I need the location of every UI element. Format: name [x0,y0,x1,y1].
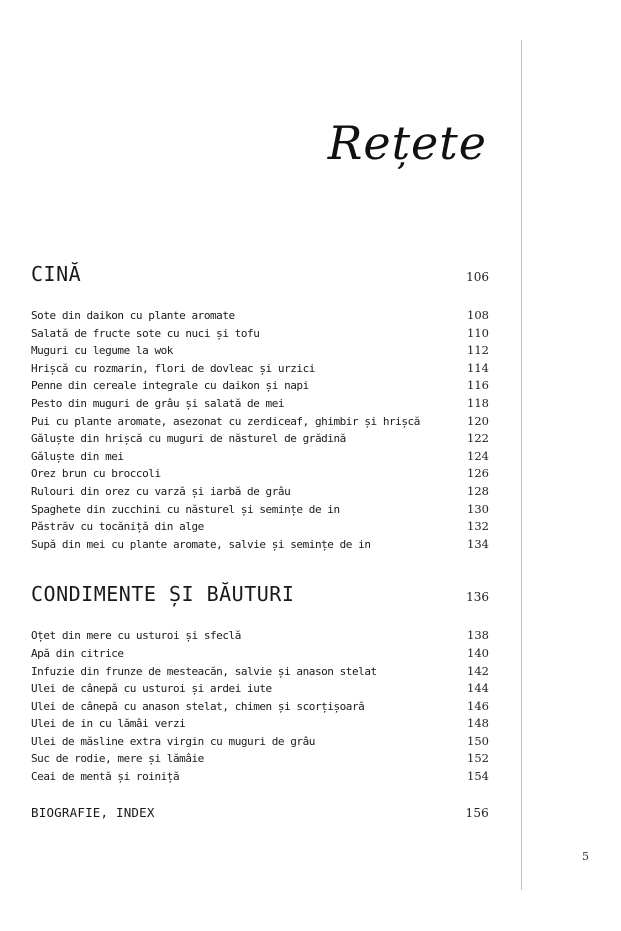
entry-name: Rulouri din orez cu varză și iarbă de grâu [31,484,291,498]
final-entry-name: BIOGRAFIE, INDEX [31,804,155,820]
entry-page: 142 [467,663,489,678]
entry-page: 132 [467,519,489,534]
entry-name: Ulei de măsline extra virgin cu muguri de grâu [31,734,315,748]
entry-page: 148 [467,716,489,731]
entry-name: Pesto din muguri de grâu și salată de mei [31,396,285,410]
entry-page: 112 [467,343,489,358]
entry-page: 110 [467,325,489,340]
toc-entry[interactable] [31,326,489,344]
entry-name: Orez brun cu broccoli [31,467,161,481]
entry-name: Ulei de cânepă cu anason stelat, chimen și scorțișoară [31,699,365,713]
toc-entry[interactable] [31,769,489,787]
toc-entry[interactable] [31,681,489,699]
entry-name: Oțet din mere cu usturoi și sfeclă [31,629,241,643]
final-entry-page: 156 [465,805,489,820]
toc-entry[interactable] [31,716,489,734]
toc-entry[interactable] [31,628,489,646]
section-page: 106 [466,270,489,284]
section-title: CINĂ [31,262,82,286]
entry-name: Pui cu plante aromate, asezonat cu zerdiceaf, ghimbir și hrișcă [31,414,420,428]
toc-entry[interactable] [31,502,489,520]
entry-name: Infuzie din frunze de mesteacăn, salvie și anason stelat [31,664,377,678]
entry-page: 130 [467,501,489,516]
entry-page: 128 [467,483,489,498]
entry-name: Salată de fructe sote cu nuci și tofu [31,326,260,340]
page-number: 5 [582,850,589,863]
entry-page: 118 [467,395,489,410]
entry-page: 114 [467,360,489,375]
entry-page: 150 [467,733,489,748]
section-spacer [31,554,489,582]
entry-name: Ulei de in cu lămâi verzi [31,717,186,731]
entry-page: 116 [467,378,489,393]
toc-entry[interactable] [31,361,489,379]
toc-entry[interactable] [31,343,489,361]
toc-entry[interactable] [31,466,489,484]
entry-name: Găluște din hrișcă cu muguri de năsturel de grădină [31,432,346,446]
toc-entry[interactable] [31,449,489,467]
entry-page: 146 [467,698,489,713]
entry-page: 126 [467,466,489,481]
entry-name: Ulei de cânepă cu usturoi și ardei iute [31,682,272,696]
toc-entry[interactable] [31,519,489,537]
entry-list [31,308,489,554]
entry-page: 140 [467,645,489,660]
entry-name: Supă din mei cu plante aromate, salvie și semințe de in [31,537,371,551]
margin-rule [521,40,522,890]
toc-entry[interactable] [31,396,489,414]
entry-name: Suc de rodie, mere și lămâie [31,752,204,766]
entry-page: 108 [467,308,489,322]
entry-name: Păstrăv cu tocăniță din alge [31,520,204,534]
section-page: 136 [466,590,489,605]
toc-entry[interactable] [31,646,489,664]
toc-sections [31,262,489,787]
entry-list [31,628,489,786]
toc-entry[interactable] [31,308,489,326]
toc-final-entry[interactable] [31,805,489,820]
entry-page: 120 [467,413,489,428]
toc-entry[interactable] [31,484,489,502]
toc-entry[interactable] [31,414,489,432]
toc-entry[interactable] [31,378,489,396]
page-title: Rețete [327,116,487,170]
section-title: CONDIMENTE ȘI BĂUTURI [31,582,295,607]
entry-page: 134 [467,536,489,551]
entry-name: Sote din daikon cu plante aromate [31,309,235,322]
toc-entry[interactable] [31,537,489,555]
entry-page: 144 [467,681,489,696]
entry-name: Găluște din mei [31,449,124,463]
section-heading[interactable] [31,262,489,290]
toc-entry[interactable] [31,664,489,682]
entry-name: Muguri cu legume la wok [31,344,173,358]
entry-page: 154 [467,769,489,784]
entry-name: Apă din citrice [31,646,124,660]
entry-page: 124 [467,448,489,463]
section-heading[interactable] [31,582,489,610]
toc-entry[interactable] [31,734,489,752]
toc-entry[interactable] [31,699,489,717]
entry-name: Spaghete din zucchini cu năsturel și semințe de in [31,502,340,516]
entry-name: Hrișcă cu rozmarin, flori de dovleac și urzici [31,361,315,375]
entry-page: 152 [467,751,489,766]
entry-page: 122 [467,431,489,446]
toc-entry[interactable] [31,431,489,449]
toc-section [31,262,489,554]
entry-name: Penne din cereale integrale cu daikon și napi [31,379,309,393]
toc-entry[interactable] [31,751,489,769]
toc-section [31,582,489,786]
table-of-contents [31,262,489,820]
entry-name: Ceai de mentă și roiniță [31,770,180,784]
entry-page: 138 [467,628,489,643]
